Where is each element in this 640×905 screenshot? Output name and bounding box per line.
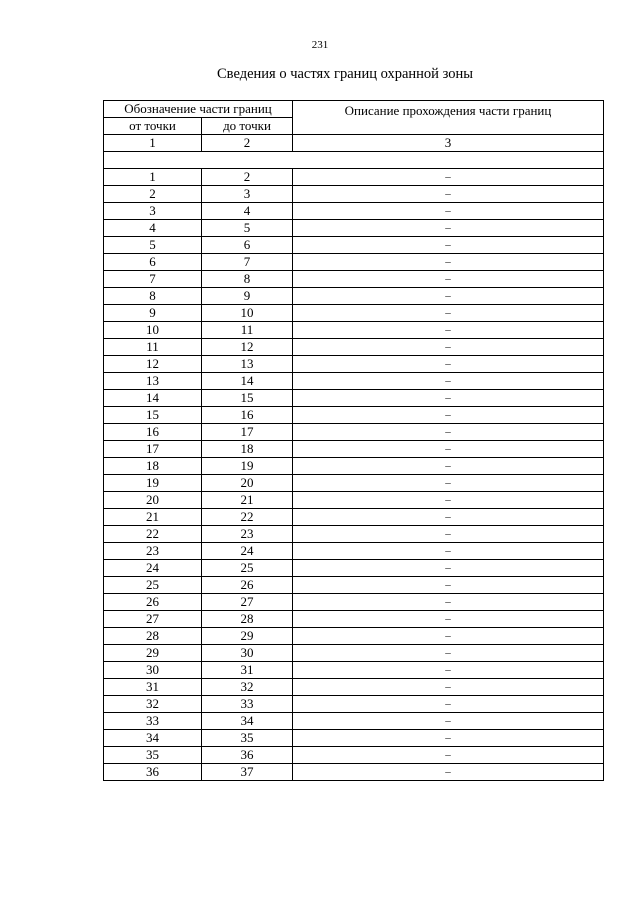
table-row (104, 356, 604, 373)
from-point-cell: 9 (104, 305, 202, 322)
column-number-3: 3 (293, 135, 604, 152)
from-point-cell: 17 (104, 441, 202, 458)
table-row (104, 169, 604, 186)
table-row (104, 628, 604, 645)
table-row (104, 526, 604, 543)
from-point-cell: 10 (104, 322, 202, 339)
from-point-cell: 35 (104, 747, 202, 764)
section-row (104, 152, 604, 169)
to-point-cell: 5 (202, 220, 293, 237)
table-row (104, 543, 604, 560)
from-point-cell: 13 (104, 373, 202, 390)
to-point-header: до точки (202, 118, 293, 135)
from-point-cell: 16 (104, 424, 202, 441)
to-point-cell: 8 (202, 271, 293, 288)
description-cell: – (293, 475, 604, 492)
from-point-cell: 31 (104, 679, 202, 696)
from-point-cell: 29 (104, 645, 202, 662)
table-row (104, 730, 604, 747)
boundary-parts-table (103, 100, 604, 781)
description-cell: – (293, 560, 604, 577)
to-point-cell: 34 (202, 713, 293, 730)
to-point-cell: 36 (202, 747, 293, 764)
to-point-cell: 37 (202, 764, 293, 781)
description-cell: – (293, 543, 604, 560)
table-row (104, 492, 604, 509)
table-row (104, 254, 604, 271)
table-row (104, 339, 604, 356)
to-point-cell: 7 (202, 254, 293, 271)
from-point-cell: 11 (104, 339, 202, 356)
description-cell: – (293, 322, 604, 339)
to-point-cell: 18 (202, 441, 293, 458)
description-cell: – (293, 407, 604, 424)
description-cell: – (293, 203, 604, 220)
table-row (104, 662, 604, 679)
to-point-cell: 29 (202, 628, 293, 645)
from-point-cell: 7 (104, 271, 202, 288)
from-point-cell: 5 (104, 237, 202, 254)
from-point-cell: 2 (104, 186, 202, 203)
description-cell: – (293, 492, 604, 509)
to-point-cell: 25 (202, 560, 293, 577)
table-row (104, 424, 604, 441)
description-cell: – (293, 730, 604, 747)
description-cell: – (293, 747, 604, 764)
from-point-cell: 12 (104, 356, 202, 373)
table-row (104, 390, 604, 407)
to-point-cell: 13 (202, 356, 293, 373)
description-cell: – (293, 169, 604, 186)
table-row (104, 764, 604, 781)
description-header: Описание прохождения части границ (293, 101, 604, 135)
description-cell: – (293, 339, 604, 356)
document-title: Сведения о частях границ охранной зоны (217, 66, 473, 82)
description-cell: – (293, 509, 604, 526)
to-point-cell: 17 (202, 424, 293, 441)
to-point-cell: 14 (202, 373, 293, 390)
table-row (104, 747, 604, 764)
from-point-cell: 21 (104, 509, 202, 526)
to-point-cell: 35 (202, 730, 293, 747)
description-cell: – (293, 679, 604, 696)
from-point-cell: 19 (104, 475, 202, 492)
table-row (104, 186, 604, 203)
table-row (104, 220, 604, 237)
to-point-cell: 31 (202, 662, 293, 679)
from-point-cell: 23 (104, 543, 202, 560)
description-cell: – (293, 577, 604, 594)
table-row (104, 322, 604, 339)
from-point-cell: 28 (104, 628, 202, 645)
description-cell: – (293, 220, 604, 237)
from-point-cell: 8 (104, 288, 202, 305)
to-point-cell: 2 (202, 169, 293, 186)
to-point-cell: 32 (202, 679, 293, 696)
table-row (104, 713, 604, 730)
from-point-header: от точки (104, 118, 202, 135)
from-point-cell: 22 (104, 526, 202, 543)
from-point-cell: 33 (104, 713, 202, 730)
description-cell: – (293, 458, 604, 475)
table-row (104, 407, 604, 424)
description-cell: – (293, 594, 604, 611)
description-cell: – (293, 696, 604, 713)
to-point-cell: 11 (202, 322, 293, 339)
description-cell: – (293, 764, 604, 781)
table-row (104, 679, 604, 696)
to-point-cell: 23 (202, 526, 293, 543)
table-row (104, 305, 604, 322)
description-cell: – (293, 390, 604, 407)
table-row (104, 458, 604, 475)
table-row (104, 645, 604, 662)
to-point-cell: 22 (202, 509, 293, 526)
designation-header: Обозначение части границ (104, 101, 293, 118)
from-point-cell: 26 (104, 594, 202, 611)
from-point-cell: 34 (104, 730, 202, 747)
from-point-cell: 25 (104, 577, 202, 594)
to-point-cell: 16 (202, 407, 293, 424)
description-cell: – (293, 628, 604, 645)
description-cell: – (293, 526, 604, 543)
description-cell: – (293, 662, 604, 679)
table-row (104, 696, 604, 713)
description-cell: – (293, 441, 604, 458)
to-point-cell: 33 (202, 696, 293, 713)
description-cell: – (293, 186, 604, 203)
from-point-cell: 15 (104, 407, 202, 424)
from-point-cell: 27 (104, 611, 202, 628)
table-row (104, 203, 604, 220)
from-point-cell: 32 (104, 696, 202, 713)
column-number-1: 1 (104, 135, 202, 152)
to-point-cell: 15 (202, 390, 293, 407)
column-number-2: 2 (202, 135, 293, 152)
table-body (104, 169, 604, 781)
to-point-cell: 26 (202, 577, 293, 594)
to-point-cell: 6 (202, 237, 293, 254)
table-row (104, 237, 604, 254)
description-cell: – (293, 254, 604, 271)
to-point-cell: 21 (202, 492, 293, 509)
table-row (104, 611, 604, 628)
to-point-cell: 28 (202, 611, 293, 628)
from-point-cell: 20 (104, 492, 202, 509)
description-cell: – (293, 645, 604, 662)
from-point-cell: 30 (104, 662, 202, 679)
description-cell: – (293, 713, 604, 730)
table-row (104, 560, 604, 577)
table-row (104, 509, 604, 526)
table-row (104, 475, 604, 492)
to-point-cell: 3 (202, 186, 293, 203)
description-cell: – (293, 271, 604, 288)
description-cell: – (293, 237, 604, 254)
from-point-cell: 6 (104, 254, 202, 271)
table-row (104, 373, 604, 390)
from-point-cell: 18 (104, 458, 202, 475)
to-point-cell: 20 (202, 475, 293, 492)
to-point-cell: 10 (202, 305, 293, 322)
page-number: 231 (311, 39, 329, 51)
table-row (104, 594, 604, 611)
to-point-cell: 27 (202, 594, 293, 611)
to-point-cell: 24 (202, 543, 293, 560)
from-point-cell: 4 (104, 220, 202, 237)
description-cell: – (293, 356, 604, 373)
description-cell: – (293, 373, 604, 390)
from-point-cell: 36 (104, 764, 202, 781)
from-point-cell: 24 (104, 560, 202, 577)
to-point-cell: 4 (202, 203, 293, 220)
description-cell: – (293, 424, 604, 441)
description-cell: – (293, 288, 604, 305)
table-row (104, 288, 604, 305)
table-row (104, 271, 604, 288)
to-point-cell: 12 (202, 339, 293, 356)
table-row (104, 441, 604, 458)
description-cell: – (293, 305, 604, 322)
description-cell: – (293, 611, 604, 628)
to-point-cell: 30 (202, 645, 293, 662)
from-point-cell: 14 (104, 390, 202, 407)
table-row (104, 577, 604, 594)
to-point-cell: 9 (202, 288, 293, 305)
to-point-cell: 19 (202, 458, 293, 475)
from-point-cell: 1 (104, 169, 202, 186)
from-point-cell: 3 (104, 203, 202, 220)
